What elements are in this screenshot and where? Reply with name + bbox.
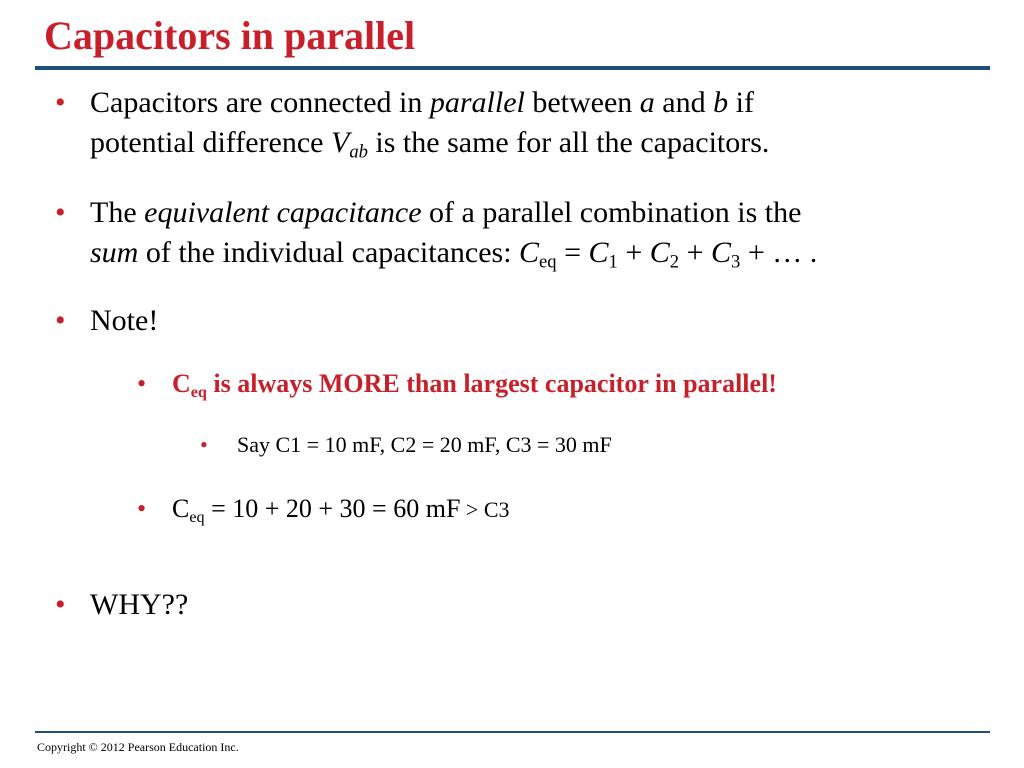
- text-span: potential difference: [90, 126, 331, 159]
- text-span: and: [654, 86, 714, 119]
- text-span: C: [172, 494, 190, 523]
- footer-divider: [35, 731, 990, 733]
- bullet-parallel-definition: [90, 83, 769, 163]
- italic-text: b: [713, 86, 729, 119]
- bullet-text: WHY??: [90, 588, 189, 621]
- title-divider: [35, 66, 990, 70]
- bullet-text: Say C1 = 10 mF, C2 = 20 mF, C3 = 30 mF: [237, 432, 612, 457]
- bullet-marker: •: [200, 432, 208, 457]
- italic-text: C: [588, 236, 609, 269]
- italic-text: V: [331, 126, 350, 159]
- bullet-marker: •: [55, 196, 66, 229]
- subscript-text: 2: [669, 251, 680, 273]
- text-span: +: [617, 236, 650, 269]
- bullet-line: [90, 83, 769, 123]
- text-span: The: [90, 196, 145, 229]
- bullet-line: [90, 233, 817, 273]
- text-span: + … .: [740, 236, 818, 269]
- text-span: Capacitors are connected in: [90, 86, 430, 119]
- bullet-line: [172, 368, 777, 400]
- bullet-marker: •: [137, 369, 147, 398]
- bullet-ceq-sum: [172, 493, 510, 526]
- subscript-text: 1: [608, 251, 618, 273]
- bullet-ceq-always-more: [172, 368, 777, 400]
- subscript-text: eq: [189, 508, 205, 526]
- subscript-text: 3: [731, 251, 741, 273]
- italic-text: C: [519, 236, 540, 269]
- text-span: +: [679, 236, 711, 269]
- bullet-marker: •: [55, 86, 66, 119]
- text-span: between: [524, 86, 640, 119]
- bullet-equivalent-capacitance: [90, 193, 817, 273]
- italic-text: C: [711, 236, 732, 269]
- subscript-text: ab: [349, 141, 368, 163]
- text-span: =: [556, 236, 589, 269]
- bullet-marker: •: [137, 494, 147, 523]
- bullet-line: [172, 493, 510, 526]
- text-span: if: [728, 86, 754, 119]
- text-span: of the individual capacitances:: [138, 236, 520, 269]
- text-span: C: [172, 369, 191, 398]
- copyright-footer: Copyright © 2012 Pearson Education Inc.: [37, 740, 239, 754]
- slide-title: Capacitors in parallel: [44, 13, 416, 58]
- italic-text: equivalent capacitance: [144, 196, 422, 229]
- bullet-example-values: [237, 431, 612, 459]
- text-span: is always MORE than largest capacitor in parallel!: [206, 369, 777, 398]
- italic-text: a: [639, 86, 655, 119]
- subscript-text: eq: [190, 383, 207, 401]
- bullet-why: [90, 585, 188, 625]
- text-span: = 10 + 20 + 30 = 60 mF: [204, 494, 461, 523]
- italic-text: parallel: [429, 86, 525, 119]
- bullet-line: [90, 123, 769, 163]
- bullet-note: [90, 301, 158, 341]
- bullet-marker: •: [55, 588, 66, 621]
- italic-text: sum: [90, 236, 139, 269]
- text-span: > C3: [460, 497, 510, 522]
- italic-text: C: [649, 236, 670, 269]
- bullet-text: Note!: [90, 304, 159, 337]
- bullet-marker: •: [55, 304, 66, 337]
- bullet-line: [90, 193, 817, 233]
- text-span: is the same for all the capacitors.: [367, 126, 770, 159]
- text-span: of a parallel combination is the: [421, 196, 802, 229]
- subscript-text: eq: [539, 251, 557, 273]
